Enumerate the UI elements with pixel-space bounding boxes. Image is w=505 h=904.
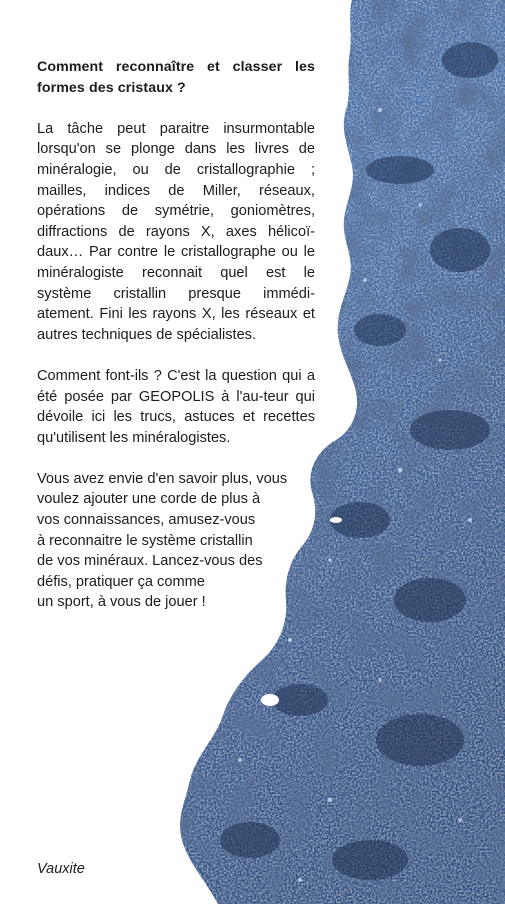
intro-paragraph: La tâche peut paraitre insurmontable lorsqu'on se plonge dans les livres de minéralogie, ou de cristallographie ; mailles, indices de Miller, réseaux, opérations de symétrie, goniomètres, diffractions de rayons X, axes hélicoï-daux… Par contre le cristallographe ou le minéralogiste reconnait quel est le système cristallin presque immédi-atement. Fini les rayons X, les réseaux et autres techniques de spécialistes. [37,120,315,343]
closing-line: à reconnaitre le système cristallin [37,532,253,549]
closing-line: vos connaissances, amusez-vous [37,512,256,529]
closing-paragraph [37,469,315,613]
text-column [37,57,315,634]
article-title: Comment reconnaître et classer les formes des cristaux ? [37,59,315,96]
image-caption: Vauxite [37,861,85,877]
closing-line: un sport, à vous de jouer ! [37,594,206,611]
closing-line: défis, pratiquer ça comme [37,573,205,590]
closing-line: de vos minéraux. Lancez-vous des [37,553,263,570]
closing-line: Vous avez envie d'en savoir plus, vous [37,470,288,487]
question-paragraph: Comment font-ils ? C'est la question qui a été posée par GEOPOLIS à l'au-teur qui dévoile ici les trucs, astuces et recettes qu'utilisent les minéralogistes. [37,367,315,446]
closing-line: voulez ajouter une corde de plus à [37,491,261,508]
